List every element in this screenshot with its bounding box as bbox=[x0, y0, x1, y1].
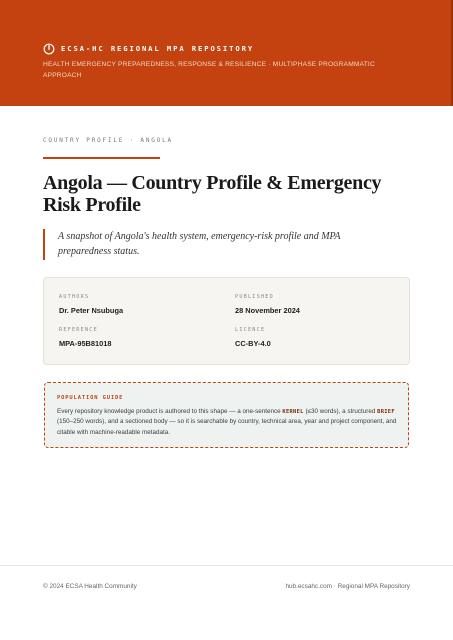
document-lede: A snapshot of Angola's health system, emergency-risk profile and MPA preparedness status. bbox=[43, 229, 373, 260]
guide-text bbox=[57, 407, 399, 438]
meta-licence bbox=[235, 327, 271, 348]
guide-text-part: (≤30 words), a structured bbox=[303, 408, 378, 415]
banner-subtitle: HEALTH EMERGENCY PREPAREDNESS, RESPONSE & RESILIENCE · MULTIPHASE PROGRAMMATIC APPROACH bbox=[43, 61, 375, 79]
brand-row bbox=[43, 42, 254, 54]
meta-authors-label: AUTHORS bbox=[59, 294, 90, 300]
population-guide-callout bbox=[44, 382, 409, 448]
header-banner bbox=[0, 0, 453, 106]
guide-text-part: (150–250 words), and a sectioned body — so it is searchable by country, technical area, year and project component, and citable with machine-readable metadata. bbox=[57, 418, 397, 436]
guide-text-part: Every repository knowledge product is authored to this shape — a one-sentence bbox=[57, 408, 283, 415]
footer-divider bbox=[0, 565, 453, 566]
meta-published-value: 28 November 2024 bbox=[235, 306, 300, 315]
footer-site-link[interactable]: hub.ecsahc.com · Regional MPA Repository bbox=[285, 583, 410, 590]
meta-published-label: PUBLISHED bbox=[235, 294, 274, 300]
brief-keyword: BRIEF bbox=[377, 409, 395, 415]
document-eyebrow: COUNTRY PROFILE · ANGOLA bbox=[43, 137, 173, 144]
meta-authors-value: Dr. Peter Nsubuga bbox=[59, 306, 124, 315]
meta-reference-label: REFERENCE bbox=[59, 327, 98, 333]
kernel-keyword: KERNEL bbox=[282, 409, 304, 415]
meta-reference bbox=[59, 327, 111, 348]
meta-published bbox=[235, 294, 300, 315]
meta-licence-value: CC-BY-4.0 bbox=[235, 339, 271, 348]
meta-licence-label: LICENCE bbox=[235, 327, 266, 333]
footer-copyright: © 2024 ECSA Health Community bbox=[43, 583, 137, 590]
power-emblem-icon bbox=[43, 42, 55, 54]
brand-title: ECSA-HC REGIONAL MPA REPOSITORY bbox=[61, 43, 255, 53]
metadata-card bbox=[43, 277, 410, 365]
meta-reference-value: MPA-95B81018 bbox=[59, 339, 112, 348]
accent-rule bbox=[43, 157, 160, 159]
guide-heading: POPULATION GUIDE bbox=[57, 395, 124, 401]
meta-authors bbox=[59, 294, 123, 315]
page-title: Angola — Country Profile & Emergency Risk Profile bbox=[43, 172, 382, 216]
